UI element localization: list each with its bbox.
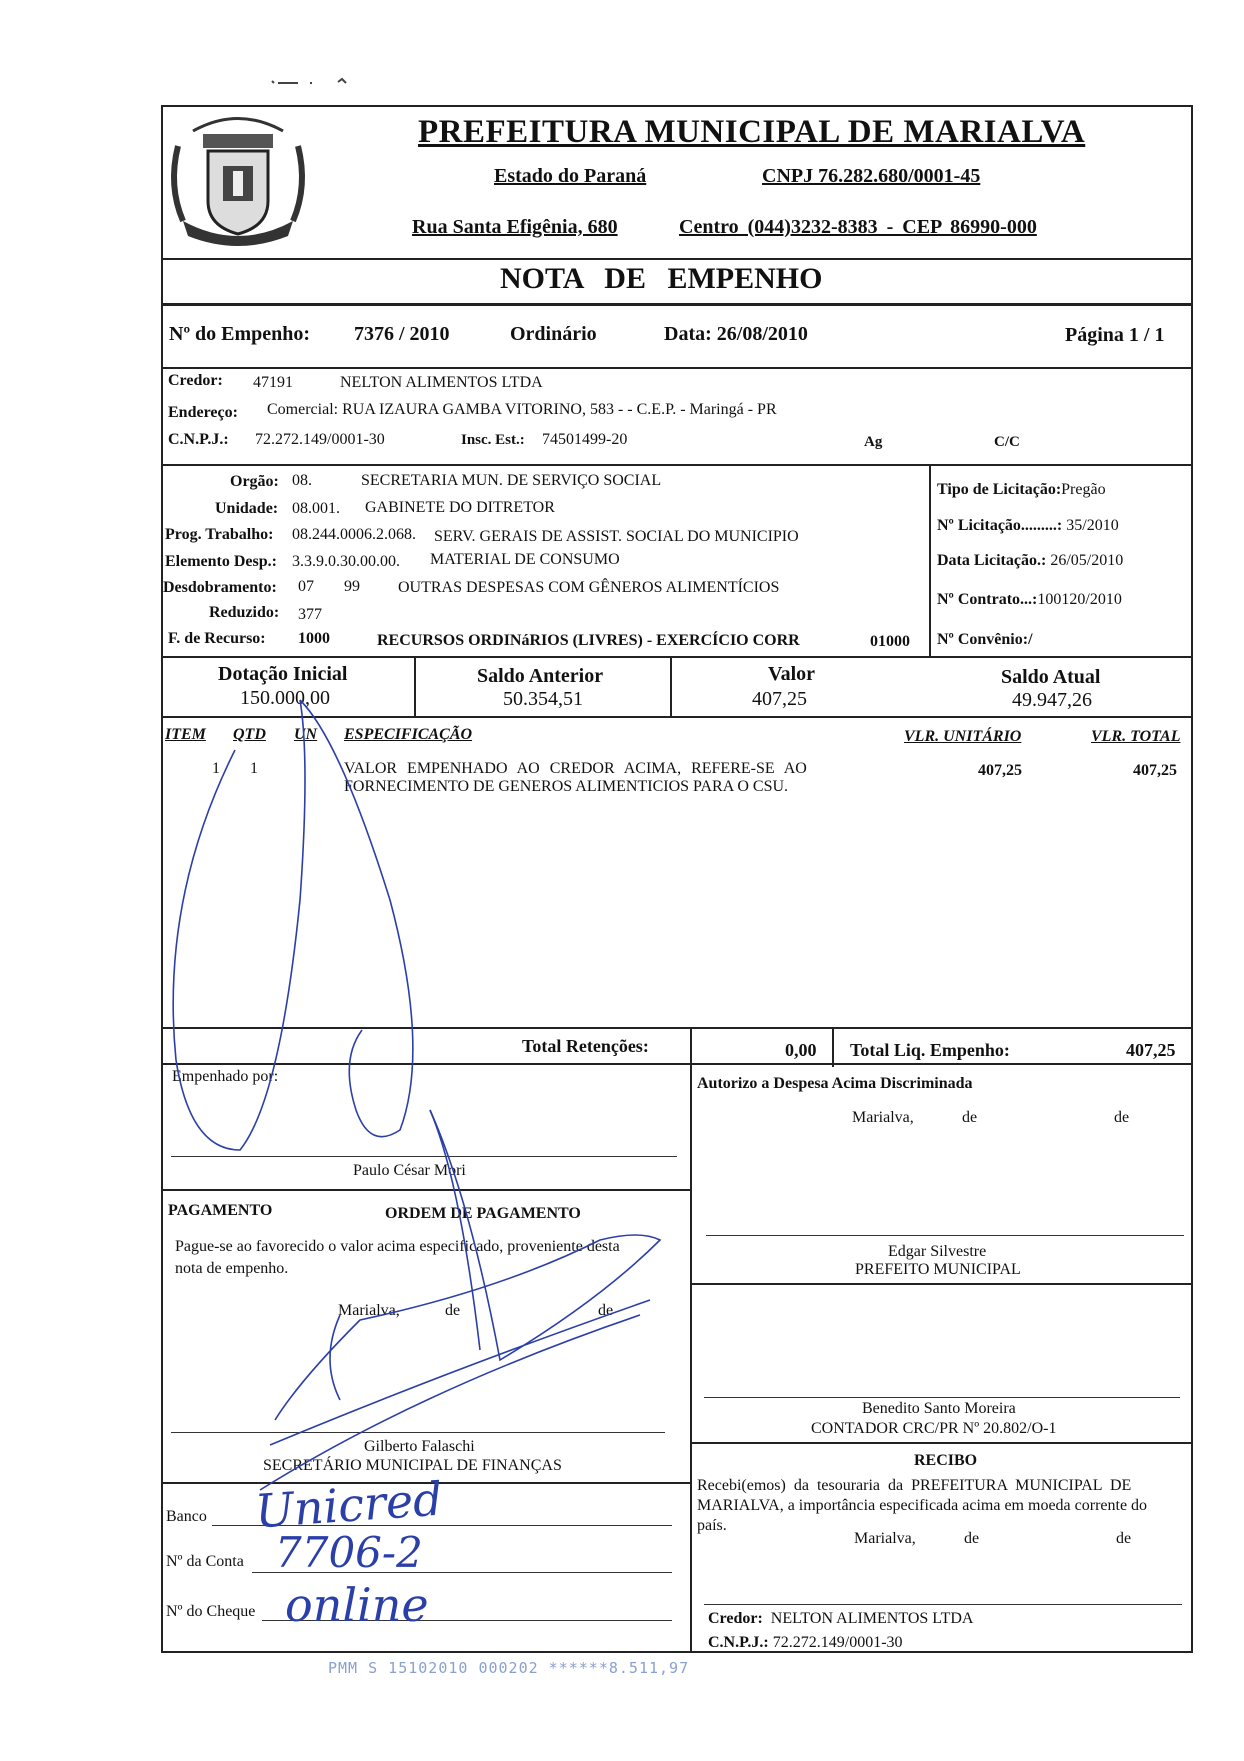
doc-title: NOTA DE EMPENHO	[500, 262, 823, 295]
cheque-label: Nº do Cheque	[166, 1603, 256, 1620]
saldo-anterior-label: Saldo Anterior	[477, 665, 604, 687]
empenho-type: Ordinário	[510, 323, 597, 345]
recibo-de-2: de	[1116, 1530, 1132, 1547]
credor-label: Credor:	[168, 372, 223, 389]
row-total-value: 407,25	[1133, 762, 1177, 779]
pague-text-1: Pague-se ao favorecido o valor acima especificado, proveniente desta	[175, 1238, 620, 1255]
col-item: ITEM	[165, 726, 206, 743]
orgao-label: Orgão:	[230, 473, 279, 490]
pagamento-de-1: de	[445, 1302, 461, 1319]
recibo-label: RECIBO	[914, 1452, 978, 1469]
street-label: Rua Santa Efigênia, 680	[412, 216, 618, 238]
recurso-num: 01000	[870, 633, 910, 650]
autorizo-de-1: de	[962, 1109, 978, 1126]
desdobramento-label: Desdobramento:	[163, 579, 277, 596]
empenho-number: 7376 / 2010	[354, 323, 450, 345]
reduzido-value: 377	[298, 606, 322, 623]
banco-label: Banco	[166, 1508, 207, 1525]
page-title: PREFEITURA MUNICIPAL DE MARIALVA	[418, 114, 1086, 150]
scan-mark	[270, 72, 350, 76]
reduzido-label: Reduzido:	[209, 604, 280, 621]
empenho-number-label: Nº do Empenho:	[169, 323, 311, 345]
saldo-anterior-value: 50.354,51	[503, 688, 583, 710]
liq-label: Total Liq. Empenho:	[850, 1040, 1010, 1060]
banco-handwritten: Unicred	[253, 1471, 445, 1539]
recibo-cnpj: C.N.P.J.: 72.272.149/0001-30	[708, 1634, 903, 1651]
recurso-label: F. de Recurso:	[168, 630, 266, 647]
orgao-code: 08.	[292, 472, 312, 489]
recurso-name: RECURSOS ORDINáRIOS (LIVRES) - EXERCÍCIO CORR	[377, 632, 800, 649]
autorizo-de-2: de	[1114, 1109, 1130, 1126]
recibo-text-1: Recebi(emos) da tesouraria da PREFEITURA MUNICIPAL DE	[697, 1477, 1132, 1494]
ordem-label: ORDEM DE PAGAMENTO	[385, 1205, 581, 1222]
prog-name: SERV. GERAIS DE ASSIST. SOCIAL DO MUNICIPIO	[434, 528, 799, 545]
recibo-de-1: de	[964, 1530, 980, 1547]
conta-label: Nº da Conta	[166, 1553, 244, 1570]
retencoes-label: Total Retenções:	[522, 1036, 649, 1056]
ag-label: Ag	[864, 434, 883, 450]
row-unit-value: 407,25	[978, 762, 1022, 779]
saldo-atual-label: Saldo Atual	[1001, 666, 1101, 688]
unidade-name: GABINETE DO DITRETOR	[365, 499, 555, 516]
unidade-label: Unidade:	[215, 500, 279, 517]
elemento-code: 3.3.9.0.30.00.00.	[292, 553, 400, 570]
credor-name: NELTON ALIMENTOS LTDA	[340, 374, 543, 391]
dotacao-value: 150.000,00	[240, 687, 330, 709]
recurso-code: 1000	[298, 630, 330, 647]
pagamento-de-2: de	[598, 1302, 614, 1319]
state-label: Estado do Paraná	[494, 165, 647, 187]
contact-label: Centro (044)3232-8383 - CEP 86990-000	[679, 216, 1037, 238]
elemento-name: MATERIAL DE CONSUMO	[430, 551, 620, 568]
credor-address: Comercial: RUA IZAURA GAMBA VITORINO, 583 - - C.E.P. - Maringá - PR	[267, 401, 777, 418]
empenhado-name: Paulo César Mori	[353, 1162, 466, 1179]
cheque-handwritten: online	[285, 1578, 429, 1632]
contador-title: CONTADOR CRC/PR Nº 20.802/O-1	[811, 1420, 1057, 1437]
insc-label: Insc. Est.:	[461, 432, 525, 448]
desdobramento-b: 99	[344, 578, 360, 595]
num-licitacao-label: Nº Licitação.........: 35/2010	[937, 517, 1119, 534]
valor-value: 407,25	[752, 688, 807, 710]
tipo-licitacao-label: Tipo de Licitação:Pregão	[937, 481, 1106, 498]
recibo-credor: Credor: NELTON ALIMENTOS LTDA	[708, 1610, 974, 1627]
cnpj-label: CNPJ 76.282.680/0001-45	[762, 165, 981, 187]
row-spec-line1: VALOR EMPENHADO AO CREDOR ACIMA, REFERE-SE AO	[344, 760, 807, 777]
autorizo-label: Autorizo a Despesa Acima Discriminada	[697, 1075, 973, 1092]
insc-value: 74501499-20	[542, 431, 628, 448]
saldo-atual-value: 49.947,26	[1012, 689, 1092, 711]
row-spec-line2: FORNECIMENTO DE GENEROS ALIMENTICIOS PARA O CSU.	[344, 778, 789, 795]
recibo-text-2: MARIALVA, a importância especificada acima em moeda corrente do	[697, 1497, 1148, 1514]
credor-code: 47191	[253, 374, 293, 391]
secretario-name: Gilberto Falaschi	[364, 1438, 475, 1455]
liq-value: 407,25	[1126, 1040, 1176, 1060]
unidade-code: 08.001.	[292, 500, 340, 517]
desdobramento-name: OUTRAS DESPESAS COM GÊNEROS ALIMENTÍCIOS	[398, 579, 780, 596]
secretario-title: SECRETÁRIO MUNICIPAL DE FINANÇAS	[263, 1457, 562, 1474]
dotacao-label: Dotação Inicial	[218, 663, 348, 685]
col-spec: ESPECIFICAÇÃO	[344, 726, 473, 743]
pagamento-label: PAGAMENTO	[168, 1202, 273, 1219]
prefeito-title: PREFEITO MUNICIPAL	[855, 1261, 1021, 1278]
address-label: Endereço:	[168, 404, 238, 421]
contrato-label: Nº Contrato...:100120/2010	[937, 591, 1122, 608]
pagamento-marialva: Marialva,	[338, 1302, 400, 1319]
desdobramento-a: 07	[298, 578, 314, 595]
retencoes-value: 0,00	[785, 1040, 817, 1060]
col-unit-value: VLR. UNITÁRIO	[904, 728, 1022, 745]
recibo-text-3: país.	[697, 1517, 727, 1534]
elemento-label: Elemento Desp.:	[165, 553, 277, 570]
prog-code: 08.244.0006.2.068.	[292, 526, 416, 543]
recibo-marialva: Marialva,	[854, 1530, 916, 1547]
col-un: UN	[294, 726, 318, 743]
page-number: Página 1 / 1	[1065, 324, 1165, 346]
col-qtd: QTD	[233, 726, 266, 743]
valor-label: Valor	[768, 663, 816, 685]
row-item: 1	[212, 760, 220, 777]
contador-name: Benedito Santo Moreira	[862, 1400, 1016, 1417]
credor-cnpj: 72.272.149/0001-30	[255, 431, 385, 448]
data-licitacao-label: Data Licitação.: 26/05/2010	[937, 552, 1124, 569]
col-total-value: VLR. TOTAL	[1091, 728, 1181, 745]
conta-handwritten: 7706-2	[275, 1528, 423, 1577]
row-qtd: 1	[250, 760, 258, 777]
prog-label: Prog. Trabalho:	[165, 526, 274, 543]
convenio-label: Nº Convênio:/	[937, 631, 1033, 648]
autorizo-marialva: Marialva,	[852, 1109, 914, 1126]
orgao-name: SECRETARIA MUN. DE SERVIÇO SOCIAL	[361, 472, 662, 489]
bank-stamp: PMM S 15102010 000202 ******8.511,97	[328, 1659, 690, 1677]
empenho-date: Data: 26/08/2010	[664, 323, 808, 345]
credor-cnpj-label: C.N.P.J.:	[168, 431, 229, 448]
cc-label: C/C	[994, 434, 1020, 450]
prefeito-name: Edgar Silvestre	[888, 1243, 987, 1260]
pague-text-2: nota de empenho.	[175, 1260, 289, 1277]
empenhado-label: Empenhado por:	[172, 1068, 279, 1085]
